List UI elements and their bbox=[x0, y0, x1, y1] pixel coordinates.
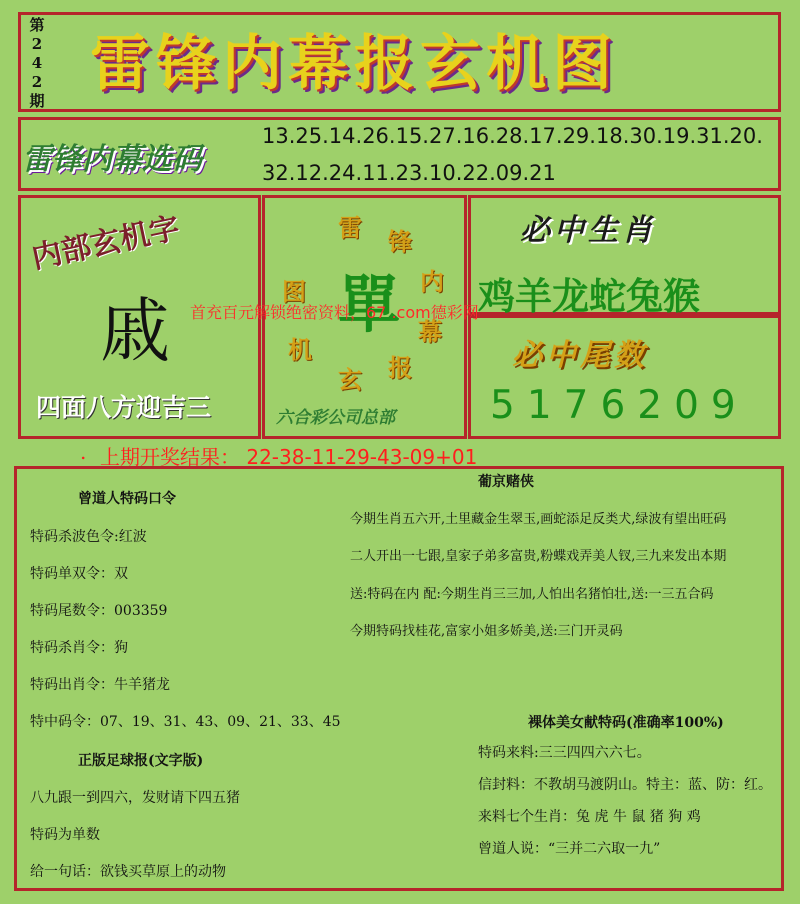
tail-label: 必中尾数 bbox=[512, 338, 648, 373]
inner-char-label: 内部玄机字 bbox=[28, 210, 183, 277]
left-header: 曾道人特码口令 bbox=[78, 491, 176, 507]
left-line-2: 特码为单数 bbox=[30, 827, 100, 843]
wheel-char: 机 bbox=[288, 335, 312, 364]
wheel-char: 报 bbox=[388, 353, 412, 382]
right-line: 今期生肖五六开,土里藏金生翠玉,画蛇添足反类犬,绿波有望出旺码 bbox=[350, 512, 727, 527]
left-line: 特码尾数令：003359 bbox=[30, 603, 168, 619]
wheel-char: 内 bbox=[420, 267, 444, 296]
zodiac-animals: 鸡羊龙蛇兔猴 bbox=[478, 274, 700, 318]
left-line: 特码出肖令：牛羊猪龙 bbox=[30, 677, 170, 693]
bullet-icon: . bbox=[80, 440, 87, 464]
codes-label: 雷锋内幕选码 bbox=[22, 142, 202, 177]
issue-char: 第 bbox=[29, 16, 45, 34]
right-line: 今期特码找桂花,富家小姐多娇美,送:三门开灵码 bbox=[350, 624, 623, 639]
issue-number bbox=[26, 16, 48, 111]
right-line: 二人开出一七跟,皇家子弟多富贵,粉蝶戏弄美人钗,三九来发出本期 bbox=[350, 549, 727, 564]
left-header-2: 正版足球报(文字版) bbox=[78, 753, 204, 769]
wheel-char: 幕 bbox=[418, 317, 442, 346]
left-line-2: 八九跟一到四六，发财请下四五猪 bbox=[30, 790, 240, 806]
right-line-2: 特码来料:三三四四六六七。 bbox=[478, 745, 651, 761]
tail-digits: 5176209 bbox=[490, 383, 748, 428]
wheel-char: 锋 bbox=[388, 227, 412, 256]
issue-char: 期 bbox=[29, 92, 45, 110]
right-header-2: 裸体美女献特码(准确率100%) bbox=[528, 715, 724, 731]
inner-char: 戚 bbox=[100, 290, 170, 372]
right-line-2: 信封料：不教胡马渡阴山。特主：蓝、防：红。 bbox=[478, 777, 772, 793]
zodiac-label: 必中生肖 bbox=[520, 213, 656, 248]
watermark-link[interactable]: 首充百元解锁绝密资料，67 .com德彩网 bbox=[190, 303, 479, 322]
inner-char-verse: 四面八方迎吉三 bbox=[36, 393, 212, 422]
left-line: 特码杀肖令：狗 bbox=[30, 640, 128, 656]
right-line-2: 来料七个生肖：兔 虎 牛 鼠 猪 狗 鸡 bbox=[478, 809, 701, 825]
right-line: 送:特码在内 配:今期生肖三三加,人怕出名猪怕壮,送:一三五合码 bbox=[350, 587, 714, 602]
left-line: 特中码令：07、19、31、43、09、21、33、45 bbox=[30, 714, 341, 730]
issue-char: 2 bbox=[31, 35, 43, 53]
wheel-center-char: 單 bbox=[338, 268, 401, 341]
issue-char: 2 bbox=[31, 73, 43, 91]
right-header: 葡京赌侠 bbox=[478, 474, 534, 490]
wheel-footer: 六合彩公司总部 bbox=[276, 408, 395, 428]
right-line-2: 曾道人说：“三并二六取一九” bbox=[478, 841, 661, 857]
codes-line-1: 13.25.14.26.15.27.16.28.17.29.18.30.19.31.20. bbox=[262, 124, 763, 148]
wheel-char: 雷 bbox=[338, 213, 362, 242]
page-title: 雷锋内幕报玄机图 bbox=[90, 29, 618, 99]
issue-char: 4 bbox=[31, 54, 43, 72]
wheel-char: 图 bbox=[282, 277, 306, 306]
left-line: 特码杀波色令:红波 bbox=[30, 529, 147, 545]
codes-line-2: 32.12.24.11.23.10.22.09.21 bbox=[262, 161, 556, 185]
left-line: 特码单双令：双 bbox=[30, 566, 128, 582]
last-result: 上期开奖结果： 22-38-11-29-43-09+01 bbox=[100, 445, 478, 469]
left-line-2: 给一句话：欲钱买草原上的动物 bbox=[30, 864, 226, 880]
wheel-char: 玄 bbox=[338, 365, 362, 394]
